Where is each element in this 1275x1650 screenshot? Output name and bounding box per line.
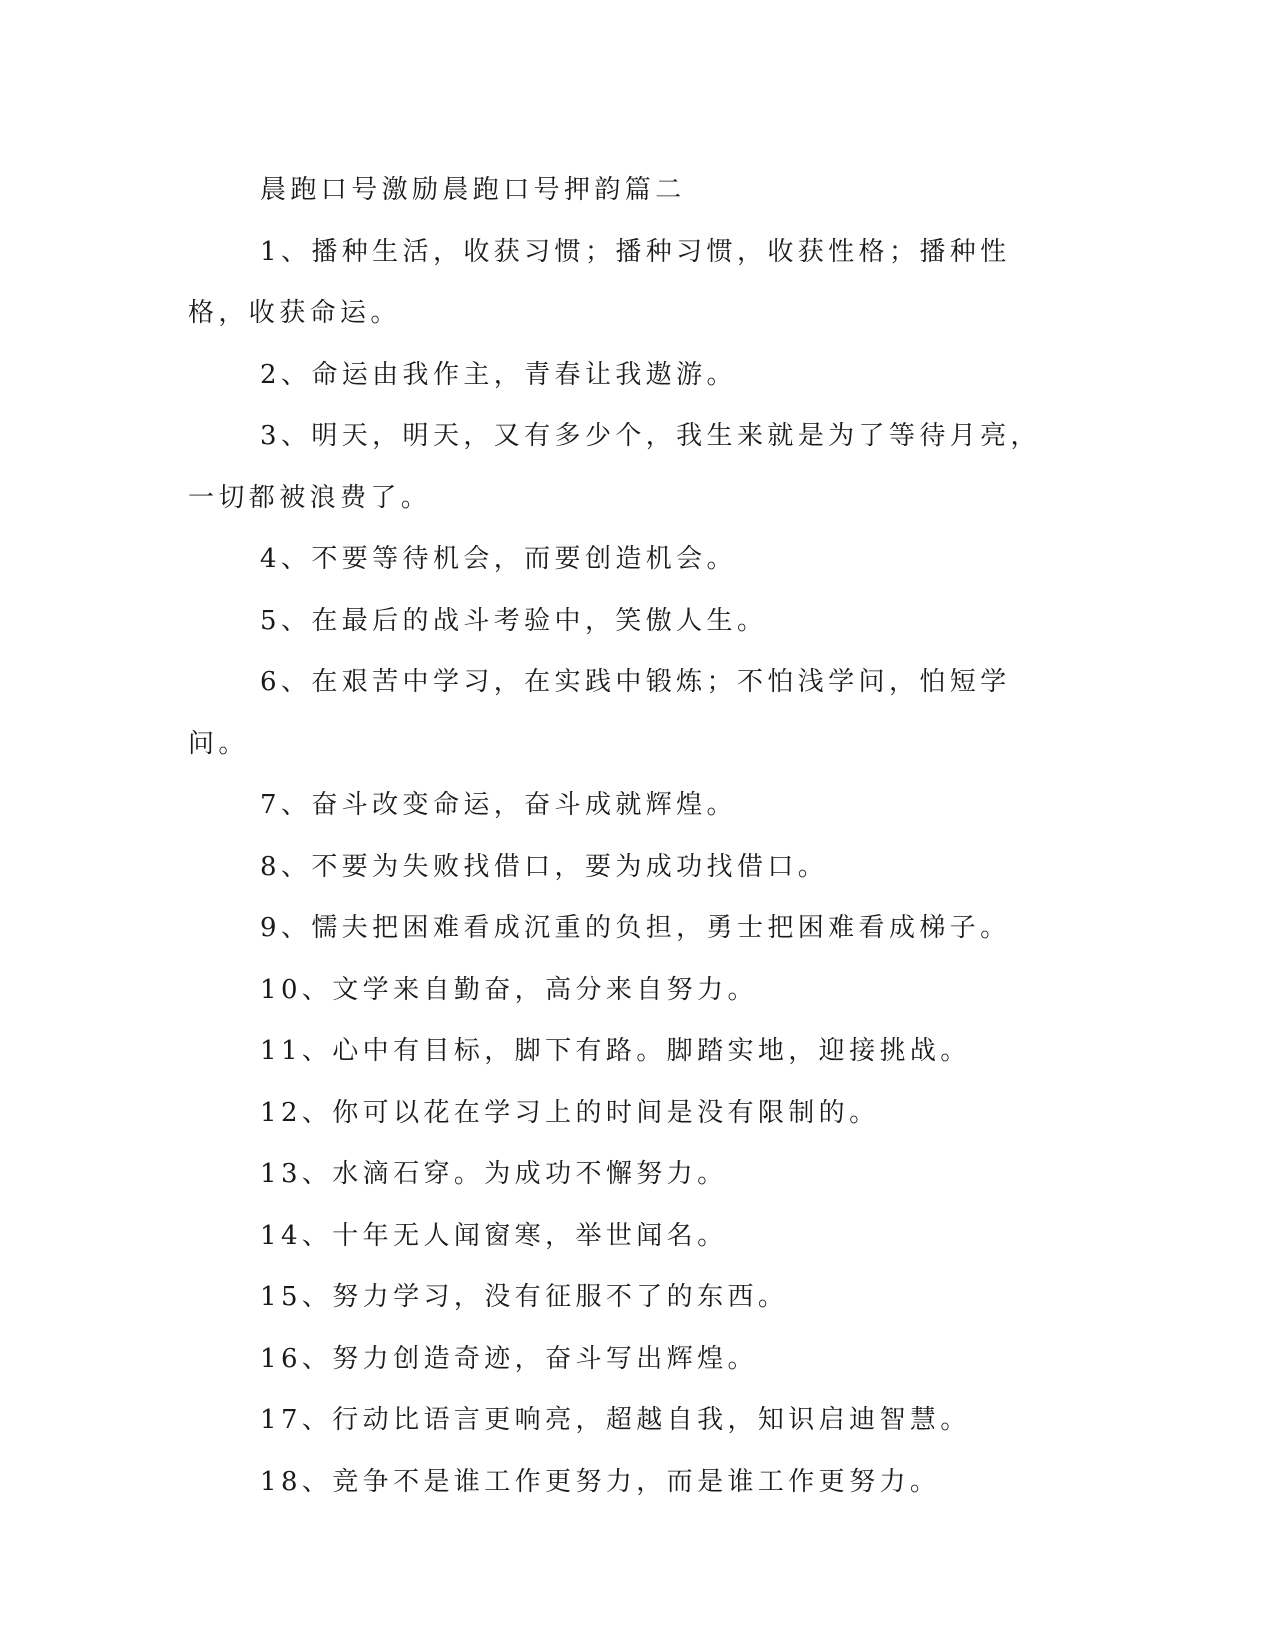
list-item-7: 7、奋斗改变命运，奋斗成就辉煌。 (260, 790, 737, 820)
list-item-16: 16、努力创造奇迹，奋斗写出辉煌。 (260, 1343, 758, 1374)
list-item-3: 3、明天，明天，又有多少个，我生来就是为了等待月亮，一切都被浪费了。 (188, 421, 1041, 513)
document-body (188, 160, 1056, 1513)
list-item-12: 12、你可以花在学习上的时间是没有限制的。 (260, 1097, 880, 1128)
list-item-2: 2、命运由我作主，青春让我遨游。 (260, 359, 737, 390)
list-item-6: 6、在艰苦中学习，在实践中锻炼；不怕浅学问，怕短学问。 (188, 667, 1011, 759)
list-item-10: 10、文学来自勤奋，高分来自努力。 (260, 974, 758, 1005)
list-item-17: 17、行动比语言更响亮，超越自我，知识启迪智慧。 (260, 1405, 971, 1435)
list-item-13: 13、水滴石穿。为成功不懈努力。 (260, 1159, 728, 1189)
list-item-9: 9、懦夫把困难看成沉重的负担，勇士把困难看成梯子。 (260, 913, 1011, 943)
list-item-4: 4、不要等待机会，而要创造机会。 (260, 544, 737, 574)
list-item-1: 1、播种生活，收获习惯；播种习惯，收获性格；播种性格，收获命运。 (188, 236, 1011, 328)
document-title: 晨跑口号激励晨跑口号押韵篇二 (260, 175, 686, 205)
list-item-11: 11、心中有目标，脚下有路。脚踏实地，迎接挑战。 (260, 1036, 971, 1066)
list-item-8: 8、不要为失败找借口，要为成功找借口。 (260, 851, 829, 882)
list-item-14: 14、十年无人闻窗寒，举世闻名。 (260, 1220, 728, 1251)
list-item-18: 18、竞争不是谁工作更努力，而是谁工作更努力。 (260, 1466, 941, 1497)
list-item-5: 5、在最后的战斗考验中，笑傲人生。 (260, 605, 768, 636)
list-item-15: 15、努力学习，没有征服不了的东西。 (260, 1282, 789, 1312)
